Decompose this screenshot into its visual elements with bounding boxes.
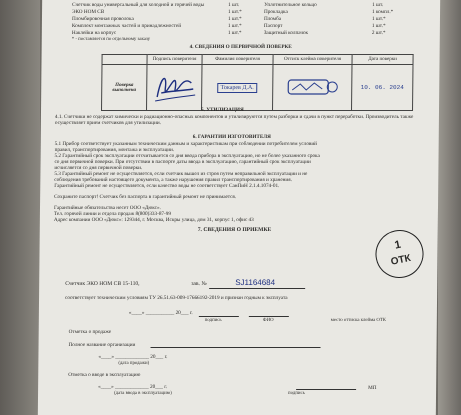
signature-cell [147,65,202,111]
set-qty: 1 шт.* [228,9,242,15]
stamp-place-caption: место оттиска клейма ОТК [330,318,387,323]
hotline: Тел. горячей линии и отдела продаж 8(800)333-87-99 [53,211,171,217]
acceptance-date: «____» ___________ 20___ г. [128,310,193,316]
header-mark: Оттиск клейма поверителя [273,55,352,65]
install-mark-label: Отметка о вводе в эксплуатацию [68,372,141,378]
header-date: Дата поверки [352,55,413,65]
set-item: Счетчик воды универсальный для холодной и горячей воды [72,2,205,8]
header-signature: Подпись поверителя [147,55,202,65]
mark-cell [273,65,352,111]
serial-line [209,288,305,289]
table-surface-left [0,0,40,415]
sale-date: «____» _____________ 20___ г. [98,354,168,360]
set-qty: 1 шт.* [371,23,386,29]
set-item: Пломба [263,16,282,22]
set-item: Прокладка [264,9,288,15]
date-cell [352,65,413,111]
set-qty: 2 шт.* [371,30,386,36]
install-date: «____» _____________ 20___ г. [98,384,168,390]
section-4-title: 4. СВЕДЕНИЯ О ПЕРВИЧНОЙ ПОВЕРКЕ [189,44,292,50]
set-item: Пломбировочная проволока [71,16,134,22]
section-6-title: 6. ГАРАНТИИ ИЗГОТОВИТЕЛЯ [192,134,271,140]
set-qty: 1 шт. [228,2,240,8]
serial-number: SJ1164684 [235,278,276,287]
organization-label: Полное название организации [68,342,136,348]
otk-stamp-text: ОТК [389,252,412,268]
set-item: Комплект монтажных частей и принадлежностей [71,23,182,29]
surname-stamp: Токарев Д.А. [218,83,257,93]
passport-page [38,0,440,415]
install-signature-line [296,389,356,390]
company-address: Адрес компании ООО «Дюкс»: 129344, г. Москва, Искры улица, дом 31, корпус 1, офис 43 [53,217,254,223]
conformity-text: соответствует техническим условиям ТУ 26.51.63-009-17666192-2019 и признан годным к эксплуата [65,295,288,301]
sale-date-caption: (дата продажи) [118,361,150,366]
install-date-caption: (дата ввода в эксплуатацию) [114,391,172,396]
mp-label: МП [368,385,377,391]
row-label: Поверка выполнена [102,65,147,111]
set-qty: 1 шт.* [227,23,242,29]
set-qty: 1 шт. [372,2,384,8]
verification-table [101,54,414,111]
disposal-text: 4.1. Счетчики не содержат химически и радиационно-опасных компонентов и утилизируются путем разборки и сдачи в пункт переработки. Производитель также осуществляет прием счетчиков для утилизации. [54,114,414,126]
surname-cell [202,65,273,111]
verification-date: 10. 06. 2024 [360,84,404,91]
set-item: Защитный колпачок [263,30,309,36]
otk-stamp [371,226,428,283]
counter-label: Счетчик ЭКО НОМ СВ 15-110, [65,281,140,287]
sale-mark-label: Отметка о продаже [68,329,112,335]
set-item: Паспорт [263,23,283,29]
set-item: Наклейки на корпус [71,30,117,36]
section-5-title: 5. УТИЛИЗАЦИЯ [200,107,244,113]
handwritten-signature [151,67,197,107]
keep-passport-note: Сохраните паспорт! Счетчик без паспорта в гарантийный ремонт не принимается. [54,194,237,200]
set-item: ЭКО НОМ СВ [72,9,105,15]
warranty-line: Гарантийный ремонт не осуществляется, если качество воды не соответствует СанПиН 2.1.4.1074-01. [54,183,280,189]
organization-line [151,347,321,348]
warranty-line: со дня первичной поверки. При отсутствии в паспорте даты ввода в эксплуатацию, гарантийный срок эксплуатации [54,159,311,165]
warranty-line: 5.1 Прибор соответствует указанным техническим данным и характеристикам при соблюдении потребителем условий [54,141,317,147]
table-corner [102,55,147,65]
signature-caption: подпись [204,318,222,323]
set-item: Уплотнительное кольцо [264,2,317,8]
warranty-line: 5.3 Гарантийный ремонт не осуществляется, если счетчик вышел из строя путем неправильной эксплуатации и не [54,171,308,177]
verification-mark [280,72,344,102]
warranty-line: правил, транспортирования, монтажа и эксплуатации. [54,147,175,153]
serial-label: зав. № [191,281,207,287]
header-surname: Фамилия поверителя [202,55,273,65]
fio-line [249,316,289,317]
table-surface-right [438,0,461,415]
warranty-line: 5.2 Гарантийный срок эксплуатации отсчитывается со дня ввода прибора в эксплуатацию, но не более указанного срока [54,153,320,159]
fio-caption: ФИО [262,318,274,323]
set-qty: 1 шт.* [227,16,242,22]
warranty-line: исчисляется со дня первичной поверки. [54,165,143,171]
signature-line [199,316,239,317]
set-qty: 1 шт.* [227,30,242,36]
install-signature-caption: подпись [288,391,305,396]
otk-stamp-number: 1 [393,238,402,252]
section-7-title: 7. СВЕДЕНИЯ О ПРИЕМКЕ [197,227,272,233]
footnote: * - поставляется по отдельному заказу [71,37,151,42]
set-qty: 1 шт.* [371,16,386,22]
set-qty: 1 компл.* [372,9,394,15]
warranty-line: соблюдения требований настоящего документа, а также нарушения правил транспортирования и хранения. [54,177,292,183]
warranty-holder: Гарантийные обязательства несет ООО «Дюкс». [53,205,161,211]
